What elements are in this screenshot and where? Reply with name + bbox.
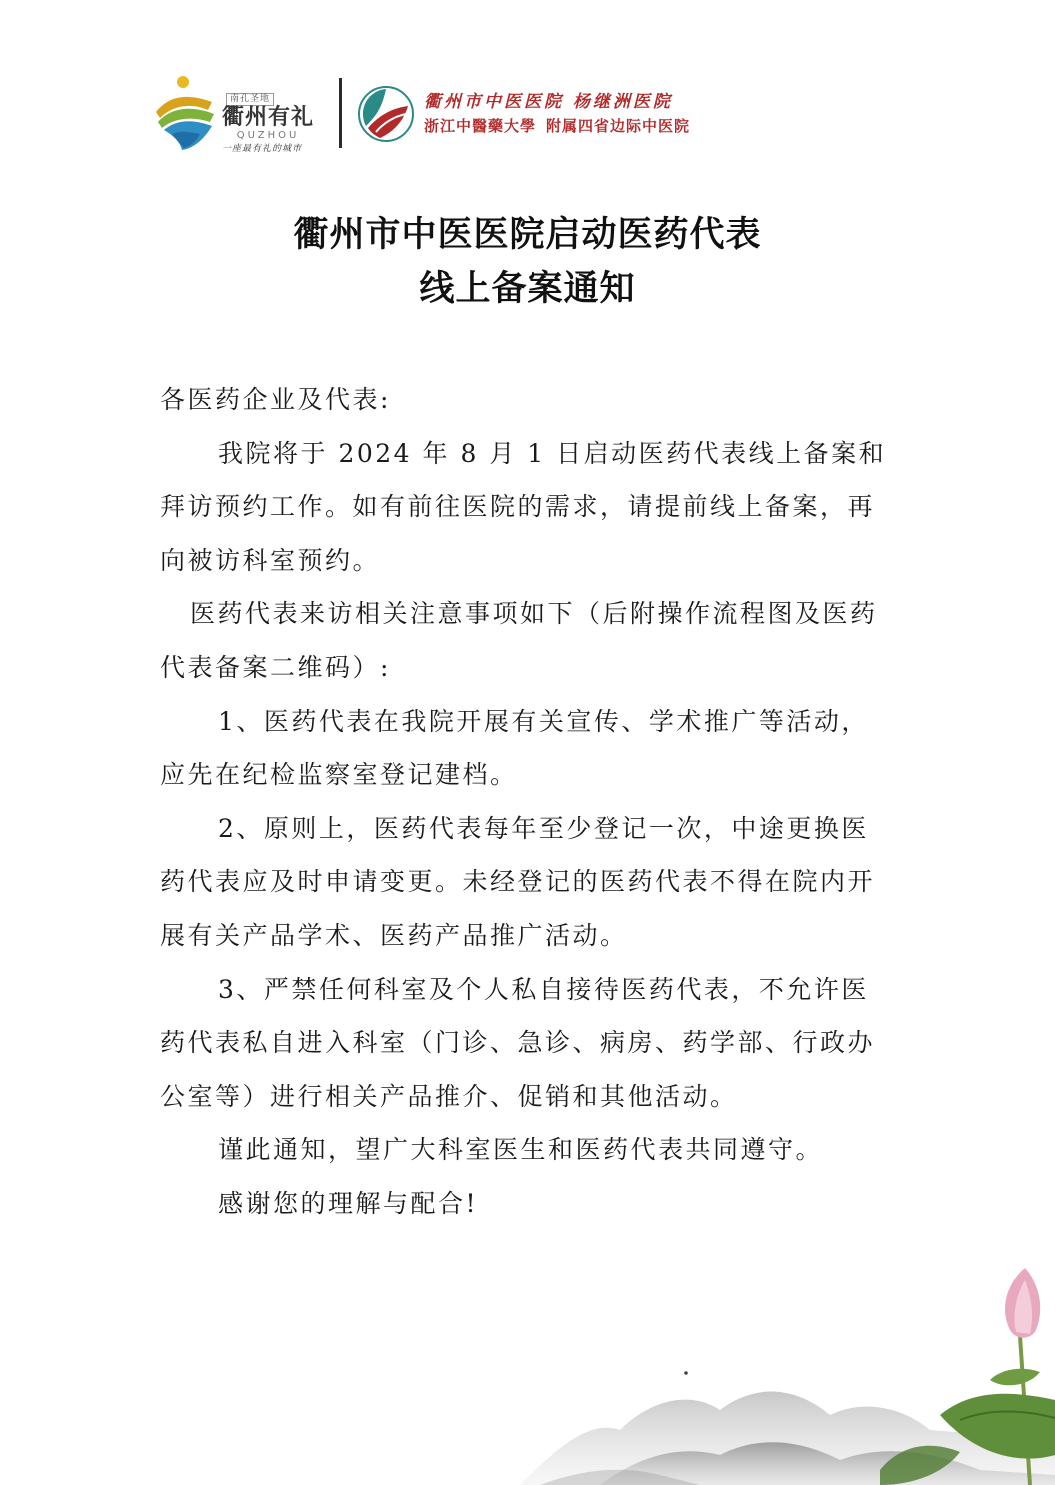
quzhou-city-logo-icon <box>150 72 220 152</box>
quzhou-logo-text <box>222 86 332 156</box>
qz-slogan: 一座最有礼的城市 <box>222 144 303 154</box>
paragraph-intro: 我院将于 2024 年 8 月 1 日启动医药代表线上备案和拜访预约工作。如有前往医院的需求，请提前线上备案，再向被访科室预约。 <box>160 438 887 575</box>
qz-name: 衢州有礼 <box>222 105 315 130</box>
letterhead <box>0 0 1055 170</box>
header-divider <box>339 78 342 148</box>
notice-body <box>160 373 895 1231</box>
university-name: 浙江中醫藥大學 <box>424 117 537 135</box>
notice-title <box>0 208 1055 316</box>
closing-line-2: 感谢您的理解与配合! <box>218 1188 479 1218</box>
hospital-emblem-icon <box>358 86 414 142</box>
hospital-name-line1: 衢州市中医医院 杨继洲医院 <box>424 92 673 112</box>
affiliate-name: 附属四省边际中医院 <box>546 117 691 135</box>
ink-landscape-lotus-decoration <box>0 1240 1055 1485</box>
qz-en: QUZHOU <box>236 130 300 141</box>
title-line1: 衢州市中医医院启动医药代表 <box>293 214 762 255</box>
hospital-names <box>424 90 700 138</box>
paragraph-notes-heading: 医药代表来访相关注意事项如下（后附操作流程图及医药代表备案二维码）: <box>160 599 878 682</box>
title-line2: 线上备案通知 <box>419 268 636 309</box>
salutation: 各医药企业及代表: <box>160 385 391 414</box>
qz-tag: 南孔圣地 <box>226 93 274 106</box>
hospital-name-line2 <box>424 114 700 138</box>
notice-item-1: 1、医药代表在我院开展有关宣传、学术推广等活动，应先在纪检监察室登记建档。 <box>160 706 869 790</box>
notice-item-3: 3、严禁任何科室及个人私自接待医药代表，不允许医药代表私自进入科室（门诊、急诊、病房、药学部、行政办公室等）进行相关产品推介、促销和其他活动。 <box>160 974 876 1111</box>
notice-item-2: 2、原则上，医药代表每年至少登记一次，中途更换医药代表应及时申请变更。未经登记的医药代表不得在院内开展有关产品学术、医药产品推广活动。 <box>160 813 876 950</box>
closing-line-1: 谨此通知，望广大科室医生和医药代表共同遵守。 <box>218 1135 824 1165</box>
